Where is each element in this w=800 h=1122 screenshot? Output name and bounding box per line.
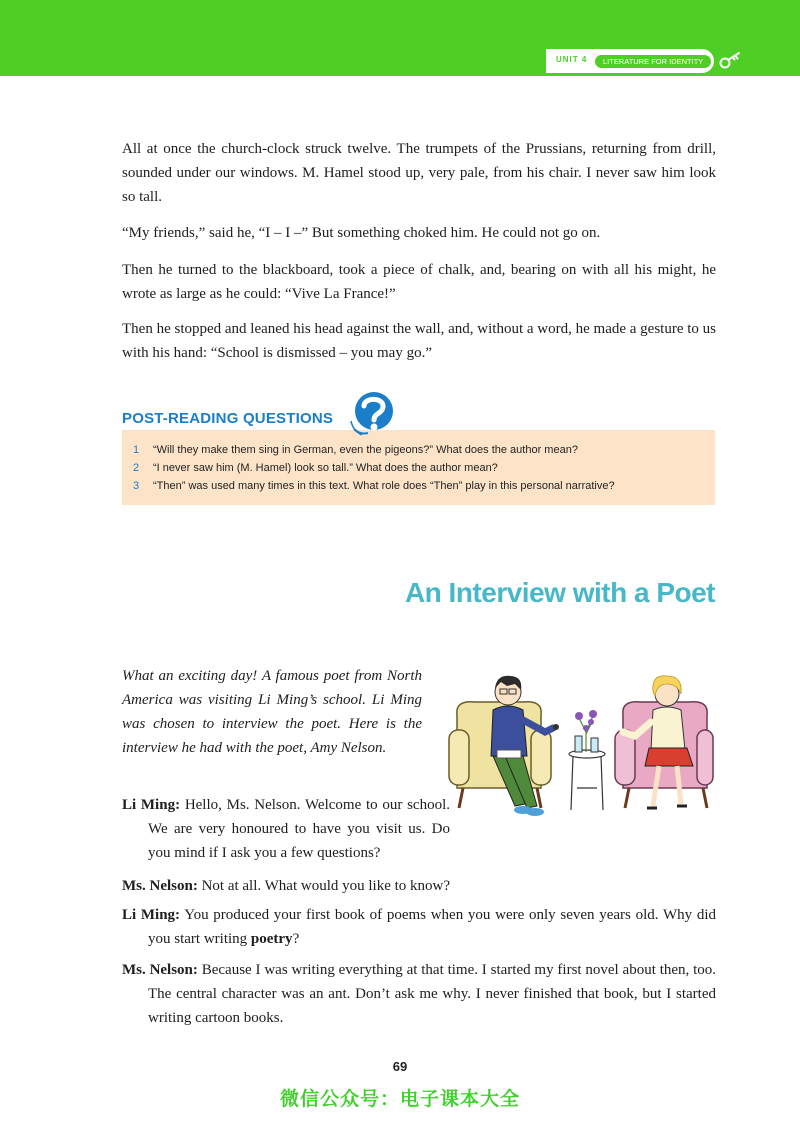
story-paragraph: “My friends,” said he, “I – I –” But something choked him. He could not go on. <box>122 225 601 241</box>
speaker-name: Li Ming: <box>122 907 181 923</box>
interview-illustration <box>445 670 715 830</box>
unit-number: UNIT 4 <box>556 55 588 64</box>
key-icon <box>716 49 745 73</box>
page-number: 69 <box>392 1059 408 1074</box>
dialogue-text: Because I was writing everything at that time. I started my first novel about then, too. The central character was an ant. Don’t ask me why. I never finished that book, but I started writing cartoon books. <box>148 962 717 1026</box>
dialogue-line <box>122 958 716 1030</box>
question-text: “Then” was used many times in this text. What role does “Then” play in this personal narrative? <box>153 480 615 492</box>
dialogue-line <box>122 874 716 898</box>
interview-intro: What an exciting day! A famous poet from North America was visiting Li Ming’s school. Li Ming was chosen to interview the poet. Here is the interview he had with the poet, Amy Nelson. <box>122 668 422 756</box>
speaker-name: Ms. Nelson: <box>122 878 198 894</box>
question-text: “Will they make them sing in German, even the pigeons?” What does the author mean? <box>153 444 578 456</box>
question-row <box>122 442 715 460</box>
dialogue-text: You produced your first book of poems when you were only seven years old. Why did you start writing <box>148 907 717 947</box>
question-row <box>122 478 715 496</box>
questions-box <box>122 430 715 505</box>
wechat-watermark: 微信公众号：电子课本大全 <box>279 1088 520 1110</box>
question-number: 3 <box>133 480 140 492</box>
question-mark-icon <box>348 391 396 437</box>
dialogue-text: Not at all. What would you like to know? <box>201 878 451 894</box>
dialogue-text: Hello, Ms. Nelson. Welcome to our school. We are very honoured to have you visit us. Do you mind if I ask you a few questions? <box>148 797 450 861</box>
question-text: “I never saw him (M. Hamel) look so tall.” What does the author mean? <box>153 462 498 474</box>
story-paragraph: Then he stopped and leaned his head against the wall, and, without a word, he made a gesture to us with his hand: “School is dismissed – you may go.” <box>122 321 716 361</box>
question-row <box>122 460 715 478</box>
story-paragraph: Then he turned to the blackboard, took a piece of chalk, and, bearing on with all his might, he wrote as large as he could: “Vive La France!” <box>122 262 716 302</box>
section-heading: An Interview with a Poet <box>404 577 715 608</box>
speaker-name: Li Ming: <box>122 797 181 813</box>
speaker-name: Ms. Nelson: <box>122 962 198 978</box>
question-number: 1 <box>133 444 140 456</box>
unit-title: LITERATURE FOR IDENTITY <box>595 55 711 68</box>
dialogue-line <box>122 793 450 865</box>
post-reading-title: POST-READING QUESTIONS <box>122 410 334 427</box>
vocabulary-word: poetry <box>250 931 293 947</box>
dialogue-text: ? <box>292 931 300 947</box>
question-number: 2 <box>133 462 140 474</box>
dialogue-line <box>122 903 716 951</box>
story-paragraph: All at once the church-clock struck twelve. The trumpets of the Prussians, returning from drill, sounded under our windows. M. Hamel stood up, very pale, from his chair. I never saw him look so tall. <box>122 141 716 205</box>
